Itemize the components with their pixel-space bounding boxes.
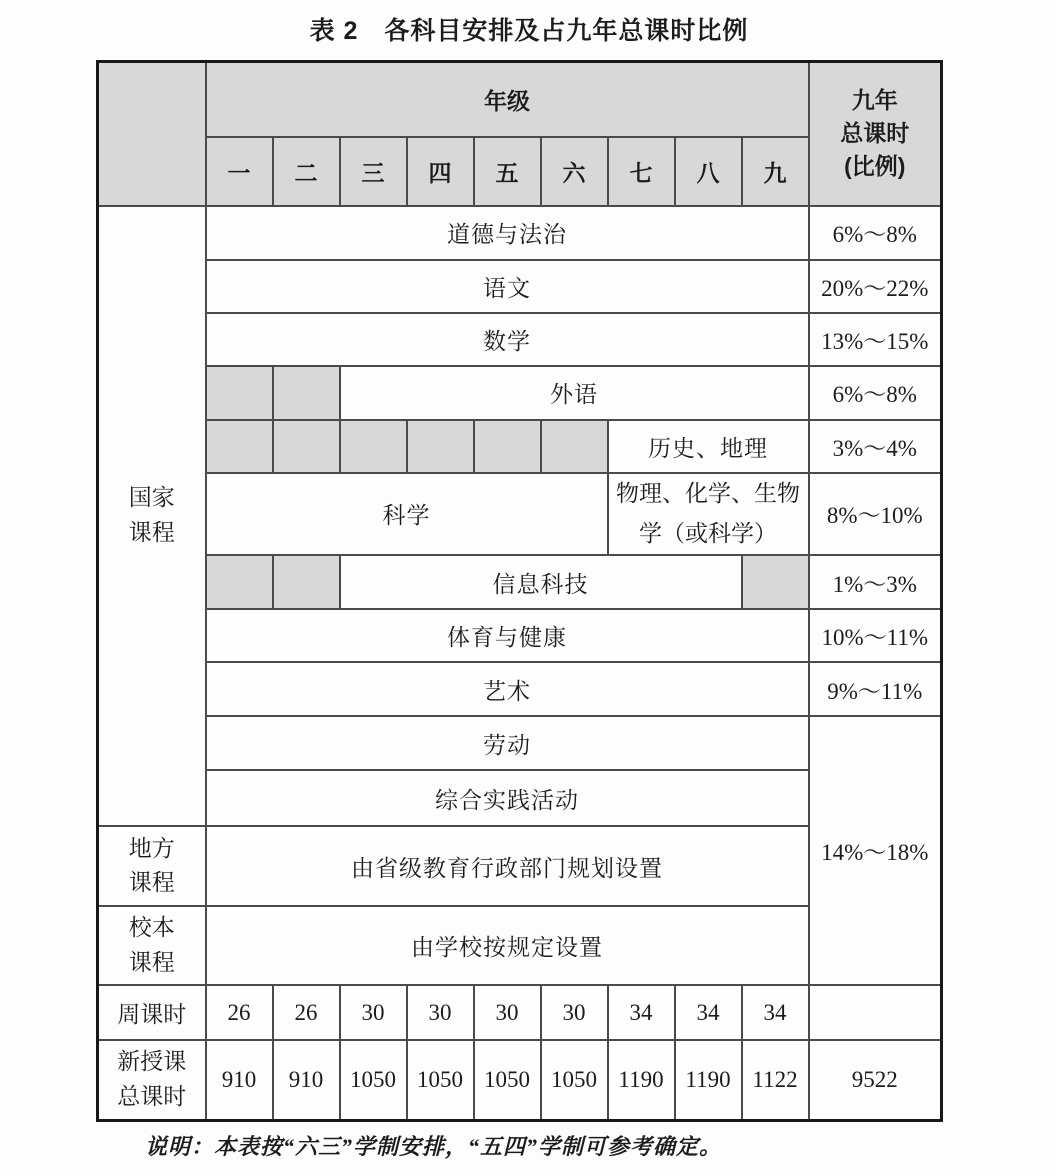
total-periods-grade-8: 1190 (675, 1040, 742, 1120)
category-school-line-2: 课程 (128, 949, 175, 975)
row-pe-health (98, 609, 942, 662)
pct-science: 8%～10% (809, 473, 942, 556)
na-cell (273, 366, 340, 420)
category-national-line-1: 国家 (128, 485, 175, 511)
category-national-line-2: 课程 (128, 519, 175, 545)
category-national-curriculum (98, 206, 206, 827)
pct-math: 13%～15% (809, 313, 942, 366)
table-title: 表 2 各科目安排及占九年总课时比例 (309, 17, 749, 45)
pct-moral-law: 6%～8% (809, 206, 942, 260)
na-cell (541, 420, 608, 473)
subject-comprehensive-practice: 综合实践活动 (206, 770, 809, 826)
row-new-lesson-total (98, 1040, 942, 1120)
na-cell (206, 366, 273, 420)
total-periods-grade-2: 910 (273, 1040, 340, 1120)
header-corner-cell (98, 62, 206, 206)
total-periods-grade-9: 1122 (742, 1040, 809, 1120)
subject-moral-law: 道德与法治 (206, 206, 809, 260)
curriculum-table (96, 60, 943, 1122)
grade-header-5: 五 (474, 137, 541, 206)
category-local-line-2: 课程 (128, 870, 175, 895)
na-cell (742, 555, 809, 609)
subject-math: 数学 (206, 313, 809, 366)
row-labor (98, 716, 942, 770)
grade-header-8: 八 (675, 137, 742, 206)
category-school-curriculum (98, 906, 206, 985)
na-cell (407, 420, 474, 473)
na-cell (273, 420, 340, 473)
footnote: 说明：本表按“六三”学制安排，“五四”学制可参考确定。 (145, 1134, 723, 1159)
row-label-new-lesson-total (98, 1040, 206, 1120)
row-history-geography (98, 420, 942, 473)
weekly-periods-grade-7: 34 (608, 985, 675, 1040)
row-math (98, 313, 942, 366)
total-periods-grade-4: 1050 (407, 1040, 474, 1120)
pct-information-technology: 1%～3% (809, 555, 942, 609)
grade-header-7: 七 (608, 137, 675, 206)
weekly-periods-grade-1: 26 (206, 985, 273, 1040)
row-moral-law (98, 206, 942, 260)
header-row-grade-group (98, 62, 942, 137)
pct-chinese: 20%～22% (809, 260, 942, 313)
nine-year-header-line-1: 九年 (851, 86, 898, 113)
pct-foreign-language: 6%～8% (809, 366, 942, 420)
subject-physics-chemistry-biology: 物理、化学、生物学（或科学） (608, 473, 809, 556)
subject-pe-health: 体育与健康 (206, 609, 809, 662)
weekly-periods-grade-3: 30 (340, 985, 407, 1040)
total-periods-nine-year: 9522 (809, 1040, 942, 1120)
pct-merged-14-18: 14%～18% (809, 716, 942, 985)
pct-pe-health: 10%～11% (809, 609, 942, 662)
subject-chinese: 语文 (206, 260, 809, 313)
new-lesson-total-line-1: 新授课 (117, 1049, 187, 1075)
total-periods-grade-3: 1050 (340, 1040, 407, 1120)
total-periods-grade-1: 910 (206, 1040, 273, 1120)
row-arts (98, 662, 942, 716)
weekly-periods-total-empty (809, 985, 942, 1040)
row-foreign-language (98, 366, 942, 420)
grade-header-6: 六 (541, 137, 608, 206)
school-curriculum-content: 由学校按规定设置 (206, 906, 809, 985)
weekly-periods-grade-2: 26 (273, 985, 340, 1040)
na-cell (273, 555, 340, 609)
pct-history-geography: 3%～4% (809, 420, 942, 473)
pct-arts: 9%～11% (809, 662, 942, 716)
row-science (98, 473, 942, 556)
subject-labor: 劳动 (206, 716, 809, 770)
grade-header-9: 九 (742, 137, 809, 206)
total-periods-grade-7: 1190 (608, 1040, 675, 1120)
subject-science: 科学 (206, 473, 608, 556)
category-local-line-1: 地方 (128, 835, 175, 861)
new-lesson-total-line-2: 总课时 (117, 1083, 187, 1109)
nine-year-total-header (809, 62, 942, 206)
grade-header-4: 四 (407, 137, 474, 206)
total-periods-grade-6: 1050 (541, 1040, 608, 1120)
na-cell (340, 420, 407, 473)
weekly-periods-grade-6: 30 (541, 985, 608, 1040)
nine-year-header-line-2: 总课时 (840, 120, 910, 147)
subject-history-geography: 历史、地理 (608, 420, 809, 473)
category-school-line-1: 校本 (128, 915, 175, 940)
na-cell (206, 555, 273, 609)
subject-information-technology: 信息科技 (340, 555, 742, 609)
subject-arts: 艺术 (206, 662, 809, 716)
nine-year-header-line-3: (比例) (844, 153, 906, 180)
row-label-weekly-periods: 周课时 (98, 985, 206, 1040)
weekly-periods-grade-8: 34 (675, 985, 742, 1040)
na-cell (474, 420, 541, 473)
row-information-technology (98, 555, 942, 609)
category-local-curriculum (98, 826, 206, 906)
na-cell (206, 420, 273, 473)
row-chinese (98, 260, 942, 313)
weekly-periods-grade-4: 30 (407, 985, 474, 1040)
grade-group-header: 年级 (206, 62, 809, 137)
weekly-periods-grade-9: 34 (742, 985, 809, 1040)
grade-header-2: 二 (273, 137, 340, 206)
weekly-periods-grade-5: 30 (474, 985, 541, 1040)
local-curriculum-content: 由省级教育行政部门规划设置 (206, 826, 809, 906)
grade-header-1: 一 (206, 137, 273, 206)
row-weekly-periods (98, 985, 942, 1040)
total-periods-grade-5: 1050 (474, 1040, 541, 1120)
grade-header-3: 三 (340, 137, 407, 206)
subject-foreign-language: 外语 (340, 366, 809, 420)
